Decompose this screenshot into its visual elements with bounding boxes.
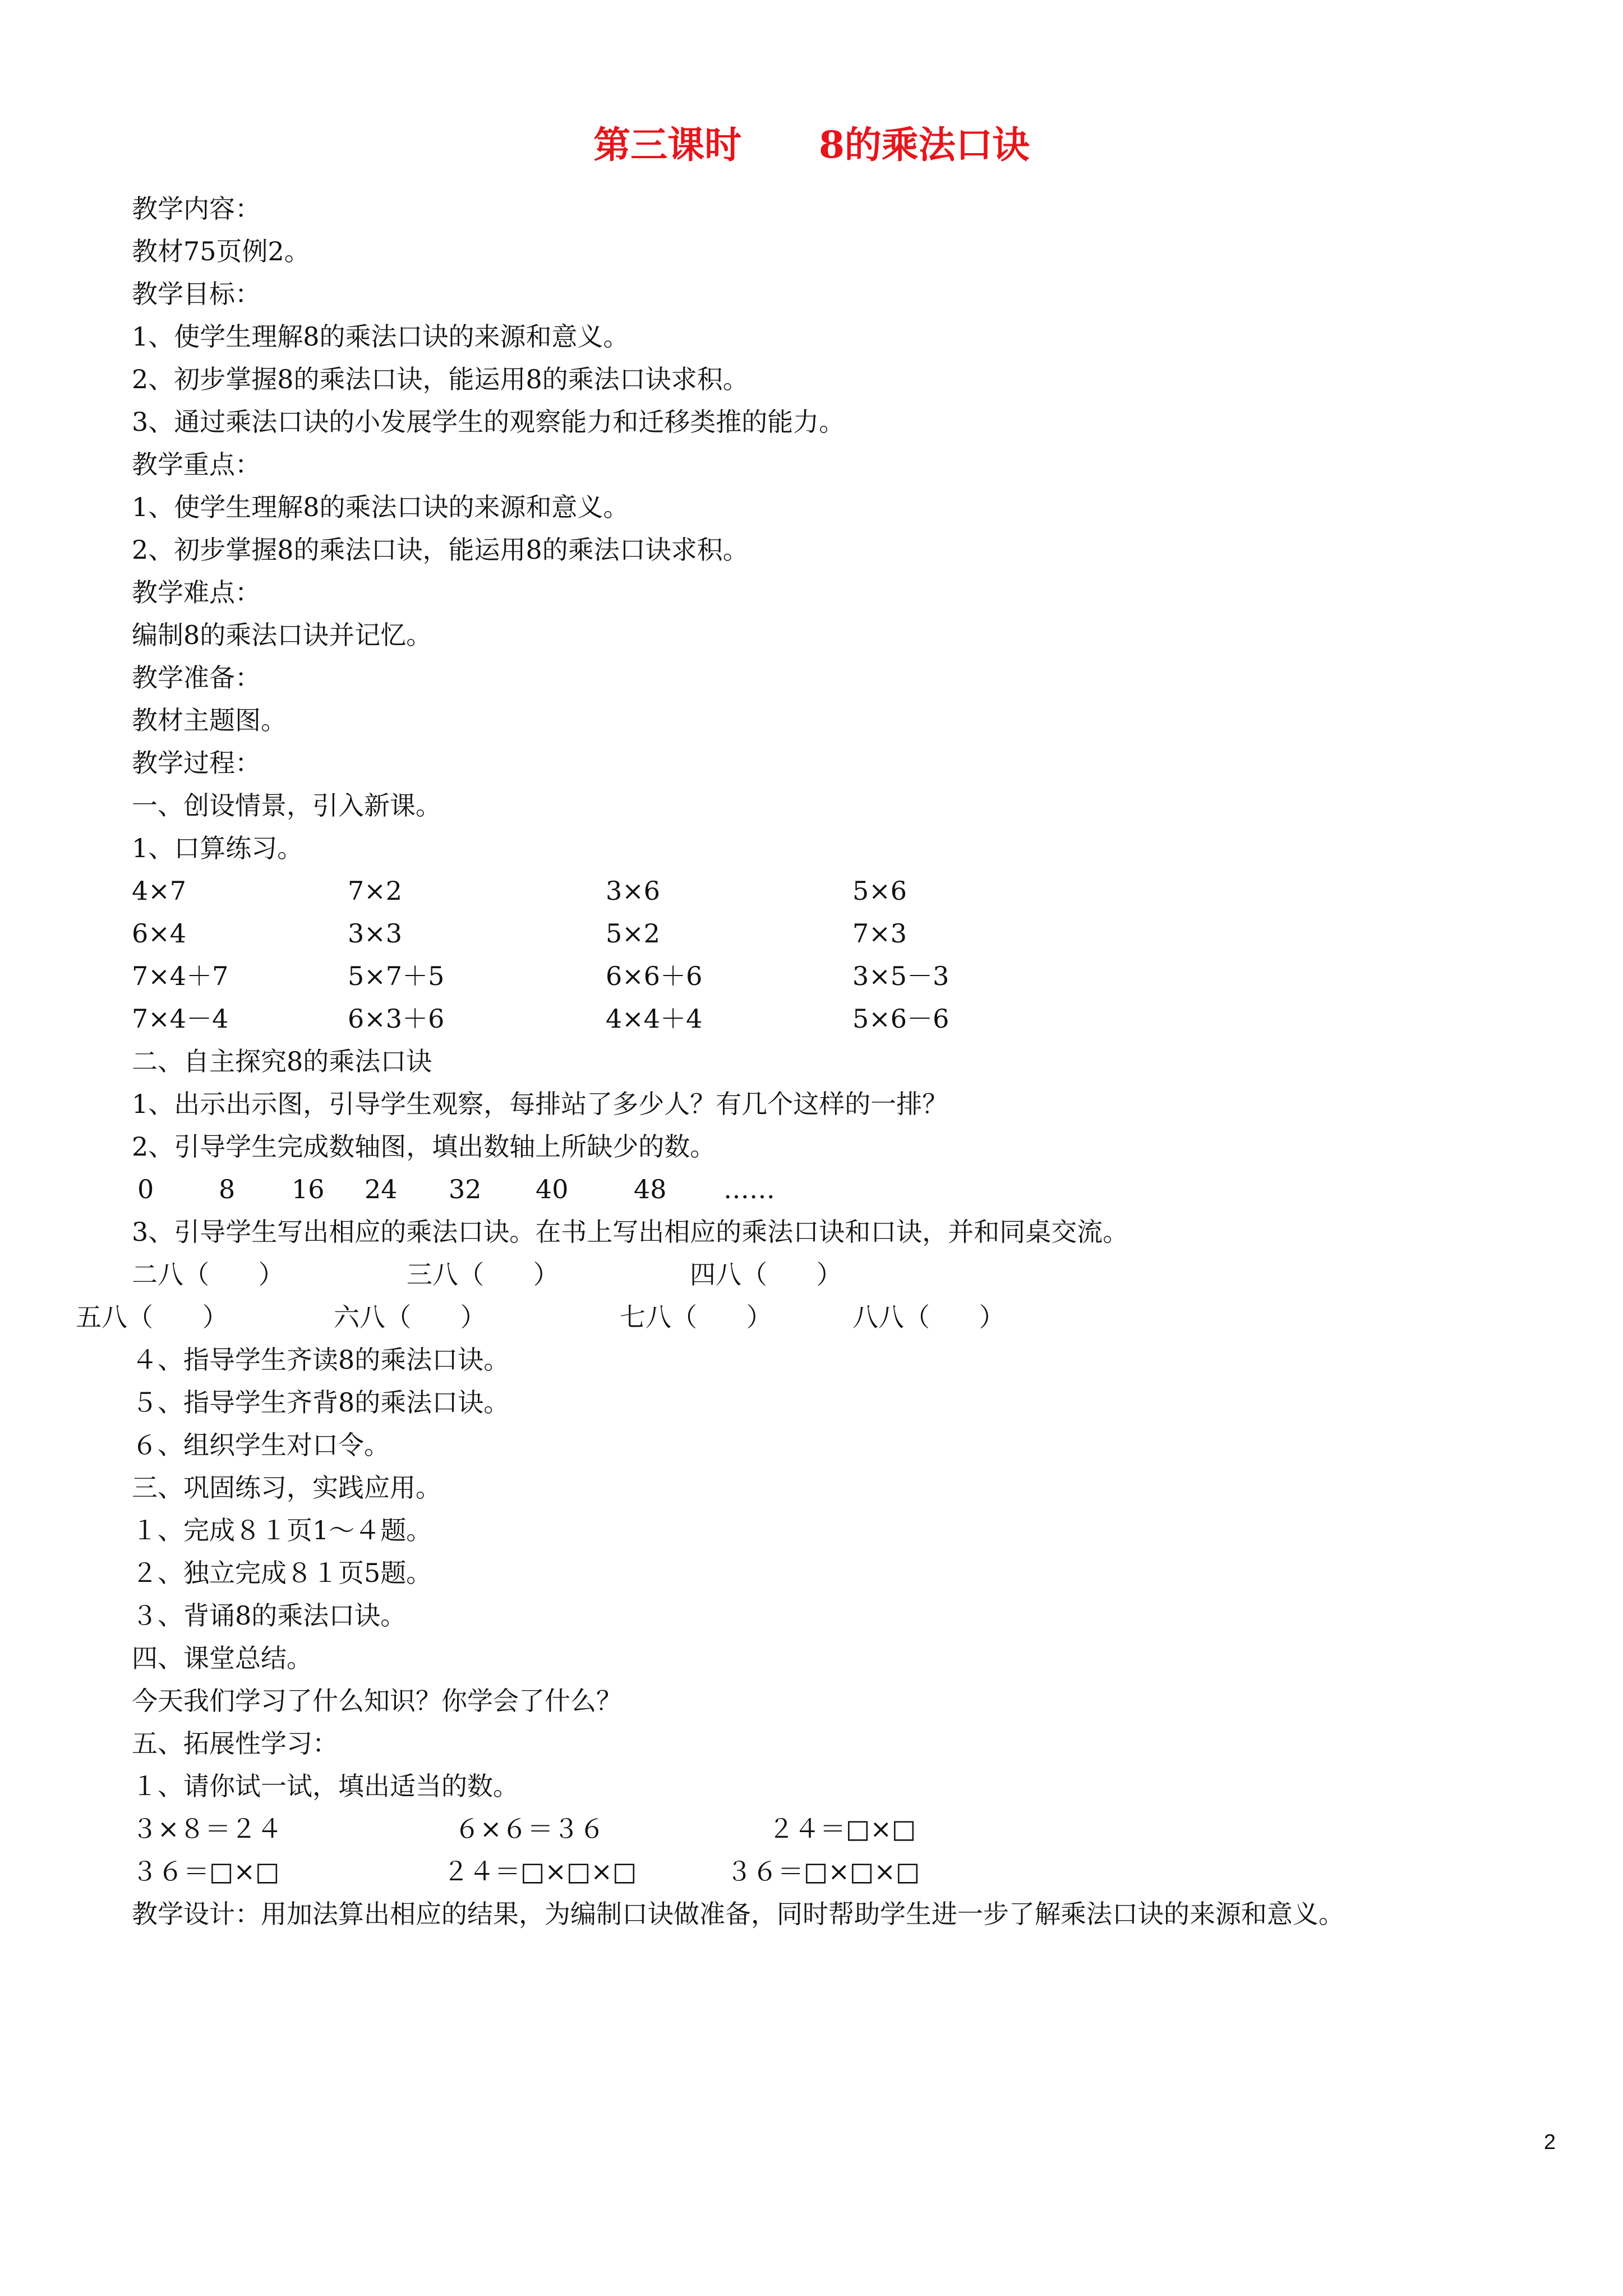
rhyme-blank: 二八（ ）: [132, 1259, 284, 1290]
number-line-value: 48: [634, 1174, 667, 1204]
key-points-heading: 教学重点：: [132, 449, 261, 480]
goal-item: 3、通过乘法口诀的小发展学生的观察能力和迁移类推的能力。: [132, 407, 845, 437]
section-heading: 三、巩固练习，实践应用。: [132, 1473, 441, 1503]
number-line-value: 16: [292, 1174, 325, 1204]
goals-heading: 教学目标：: [132, 279, 261, 309]
step-text: 3、引导学生写出相应的乘法口诀。在书上写出相应的乘法口诀和口诀，并和同桌交流。: [132, 1217, 1129, 1247]
rhyme-blank: 四八（ ）: [690, 1259, 842, 1290]
page-number: 2: [1543, 2131, 1556, 2154]
calc-cell: 6×4: [132, 918, 187, 949]
process-heading: 教学过程：: [132, 748, 261, 778]
calc-cell: 4×7: [132, 876, 187, 906]
step-text: ２、独立完成８１页5题。: [132, 1558, 432, 1588]
difficulty-heading: 教学难点：: [132, 577, 261, 608]
section-heading: 四、课堂总结。: [132, 1643, 312, 1673]
rhyme-blank: 五八（ ）: [76, 1302, 228, 1332]
page-title: 第三课时 8的乘法口诀: [593, 123, 1030, 167]
design-note: 教学设计：用加法算出相应的结果，为编制口诀做准备，同时帮助学生进一步了解乘法口诀的来源和意义。: [132, 1899, 1344, 1929]
number-line-value: ……: [723, 1174, 775, 1204]
calc-cell: 7×4－4: [132, 1004, 229, 1034]
key-point-item: 1、使学生理解8的乘法口诀的来源和意义。: [132, 492, 629, 522]
calc-cell: 3×6: [606, 876, 661, 906]
number-line-value: 0: [137, 1174, 154, 1204]
calc-cell: 3×3: [348, 918, 403, 949]
calc-cell: 7×4＋7: [132, 961, 229, 991]
step-text: 1、口算练习。: [132, 833, 303, 863]
calc-cell: 5×6－6: [852, 1004, 949, 1034]
step-text: ４、指导学生齐读8的乘法口诀。: [132, 1345, 510, 1375]
number-line-value: 40: [536, 1174, 569, 1204]
step-text: 2、引导学生完成数轴图，填出数轴上所缺少的数。: [132, 1131, 716, 1162]
step-text: ５、指导学生齐背8的乘法口诀。: [132, 1387, 510, 1418]
calc-cell: 6×3＋6: [348, 1004, 445, 1034]
number-line-value: 24: [365, 1174, 398, 1204]
calc-cell: 7×3: [852, 918, 907, 949]
rhyme-blank: 七八（ ）: [620, 1302, 772, 1332]
equation: ２４＝□×□: [768, 1814, 916, 1844]
equation: ２４＝□×□×□: [443, 1856, 637, 1887]
preparation-heading: 教学准备：: [132, 662, 261, 693]
rhyme-blank: 六八（ ）: [334, 1302, 486, 1332]
section-heading: 一、创设情景，引入新课。: [132, 790, 441, 821]
calc-cell: 4×4＋4: [606, 1004, 703, 1034]
calc-cell: 5×2: [606, 918, 661, 949]
equation: ６×６＝３６: [454, 1814, 605, 1844]
equation: ３６＝□×□×□: [726, 1856, 920, 1887]
calc-cell: 7×2: [348, 876, 403, 906]
goal-item: 1、使学生理解8的乘法口诀的来源和意义。: [132, 321, 629, 352]
step-text: ６、组织学生对口令。: [132, 1430, 390, 1460]
step-text: 1、出示出示图，引导学生观察，每排站了多少人？有几个这样的一排？: [132, 1089, 948, 1119]
goal-item: 2、初步掌握8的乘法口诀，能运用8的乘法口诀求积。: [132, 364, 749, 394]
calc-cell: 6×6＋6: [606, 961, 703, 991]
step-text: 今天我们学习了什么知识？你学会了什么？: [132, 1686, 622, 1716]
calc-cell: 5×7＋5: [348, 961, 445, 991]
equation: ３×８＝２４: [132, 1814, 283, 1844]
rhyme-blank: 三八（ ）: [407, 1259, 559, 1290]
rhyme-blank: 八八（ ）: [852, 1302, 1005, 1332]
section-heading: 五、拓展性学习：: [132, 1728, 338, 1759]
preparation-text: 教材主题图。: [132, 705, 287, 735]
calc-cell: 3×5－3: [852, 961, 949, 991]
step-text: １、完成８１页1～４题。: [132, 1515, 432, 1545]
content-heading: 教学内容：: [132, 194, 261, 224]
step-text: ３、背诵8的乘法口诀。: [132, 1600, 407, 1631]
difficulty-text: 编制8的乘法口诀并记忆。: [132, 620, 432, 650]
content-text: 教材75页例2。: [132, 236, 310, 266]
number-line-value: 8: [219, 1174, 236, 1204]
section-heading: 二、自主探究8的乘法口诀: [132, 1046, 432, 1076]
number-line-value: 32: [449, 1174, 482, 1204]
step-text: １、请你试一试，填出适当的数。: [132, 1771, 519, 1801]
calc-cell: 5×6: [852, 876, 907, 906]
equation: ３６＝□×□: [132, 1856, 280, 1887]
key-point-item: 2、初步掌握8的乘法口诀，能运用8的乘法口诀求积。: [132, 535, 749, 565]
